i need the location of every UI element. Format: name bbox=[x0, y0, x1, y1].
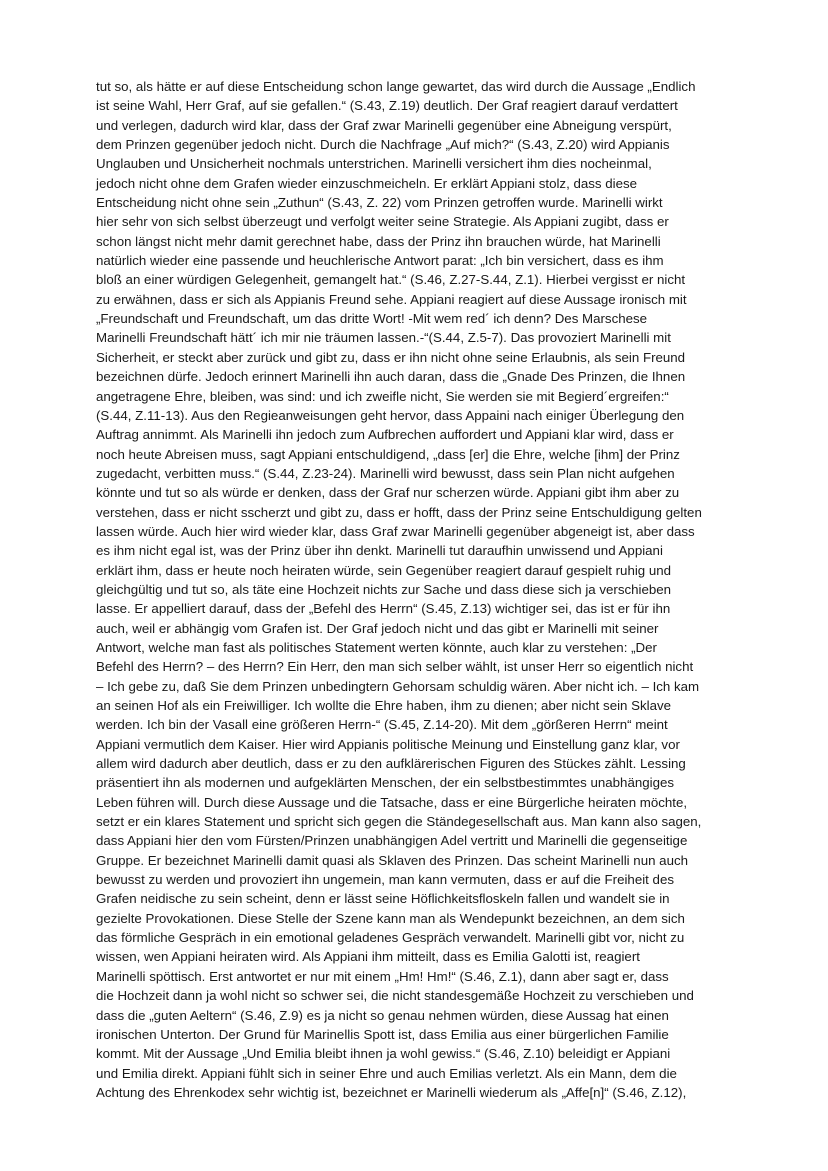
text-line: Leben führen will. Durch diese Aussage und die Tatsache, dass er eine Bürgerliche heiraten möchte, bbox=[96, 794, 688, 810]
text-line: könnte und tut so als würde er denken, dass der Graf nur scherzen würde. Appiani gibt ihm aber zu bbox=[96, 485, 680, 501]
text-line: es ihm nicht egal ist, was der Prinz über ihn denkt. Marinelli tut daraufhin unwissend und Appiani bbox=[96, 543, 663, 559]
text-line: angetragene Ehre, bleiben, was sind: und ich zweifle nicht, Sie werden sie mit Begierd´ergreifen:“ bbox=[96, 388, 669, 404]
body-text bbox=[96, 77, 736, 1102]
text-line: jedoch nicht ohne dem Grafen wieder einzuschmeicheln. Er erklärt Appiani stolz, dass diese bbox=[96, 175, 638, 191]
text-line: auch, weil er abhängig vom Grafen ist. Der Graf jedoch nicht und das gibt er Marinelli mit seiner bbox=[96, 620, 659, 636]
text-line: ironischen Unterton. Der Grund für Marinellis Spott ist, dass Emilia aus einer bürgerlichen Familie bbox=[96, 1026, 669, 1042]
text-line: allem wird dadurch aber deutlich, dass er zu den aufklärerischen Figuren des Stückes zählt. Lessing bbox=[96, 756, 686, 772]
text-line: Appiani vermutlich dem Kaiser. Hier wird Appianis politische Meinung und Einstellung ganz klar, vor bbox=[96, 736, 680, 752]
text-line: Grafen neidische zu sein scheint, denn er lässt seine Höflichkeitsfloskeln fallen und wandelt sie in bbox=[96, 891, 670, 907]
text-line: natürlich wieder eine passende und heuchlerische Antwort parat: „Ich bin versichert, dass es ihm bbox=[96, 253, 664, 269]
text-line: gleichgültig und tut so, als täte eine Hochzeit nichts zur Sache und dass diese sich ja verschieben bbox=[96, 581, 672, 597]
text-line: ist seine Wahl, Herr Graf, auf sie gefallen.“ (S.43, Z.19) deutlich. Der Graf reagiert darauf verdattert bbox=[96, 98, 678, 114]
text-line: dem Prinzen gegenüber jedoch nicht. Durch die Nachfrage „Auf mich?“ (S.43, Z.20) wird Appianis bbox=[96, 137, 670, 153]
text-line: zu erwähnen, dass er sich als Appianis Freund sehe. Appiani reagiert auf diese Aussage ironisch mit bbox=[96, 291, 687, 307]
text-line: wissen, wen Appiani heiraten wird. Als Appiani ihm mitteilt, dass es Emilia Galotti ist, reagiert bbox=[96, 949, 640, 965]
text-line: erklärt ihm, dass er heute noch heiraten würde, sein Gegenüber reagiert darauf gespielt ruhig und bbox=[96, 562, 672, 578]
text-line: das förmliche Gespräch in ein emotional geladenes Gespräch verwandelt. Marinelli gibt vor, nicht zu bbox=[96, 930, 685, 946]
text-line: präsentiert ihn als modernen und aufgeklärten Menschen, der ein selbstbestimmtes unabhängiges bbox=[96, 775, 675, 791]
text-line: Entscheidung nicht ohne sein „Zuthun“ (S.43, Z. 22) vom Prinzen getroffen wurde. Marinelli wirkt bbox=[96, 195, 663, 211]
text-line: lasse. Er appelliert darauf, dass der „Befehl des Herrn“ (S.45, Z.13) wichtiger sei, das ist er für ihn bbox=[96, 601, 671, 617]
text-line: Antwort, welche man fast als politisches Statement werten könnte, auch klar zu verstehen: „Der bbox=[96, 639, 657, 655]
text-line: dass die „guten Aeltern“ (S.46, Z.9) es ja nicht so genau nehmen würden, diese Aussag hat einen bbox=[96, 1007, 669, 1023]
text-line: bezeichnen dürfe. Jedoch erinnert Marinelli ihn auch daran, dass die „Gnade Des Prinzen, die Ihnen bbox=[96, 369, 686, 385]
text-line: – Ich gebe zu, daß Sie dem Prinzen unbedingtern Gehorsam schuldig wären. Aber nicht ich. – Ich kam bbox=[96, 678, 700, 694]
text-line: Gruppe. Er bezeichnet Marinelli damit quasi als Sklaven des Prinzen. Das scheint Marinelli nun auch bbox=[96, 852, 689, 868]
text-line: und verlegen, dadurch wird klar, dass der Graf zwar Marinelli gegenüber eine Abneigung verspürt, bbox=[96, 117, 672, 133]
text-line: noch heute Abreisen muss, sagt Appiani entschuldigend, „dass [er] die Ehre, welche [ihm] der Prinz bbox=[96, 446, 680, 462]
text-line: Auftrag annimmt. Als Marinelli ihn jedoch zum Aufbrechen auffordert und Appiani klar wird, dass er bbox=[96, 427, 674, 443]
text-line: an seinen Hof als ein Freiwilliger. Ich wollte die Ehre haben, ihm zu dienen; aber nicht sein Sklave bbox=[96, 698, 672, 713]
text-line: Marinelli Freundschaft hätt´ ich mir nie träumen lassen.-“(S.44, Z.5-7). Das provoziert Marinelli mit bbox=[96, 330, 671, 346]
text-line: Unglauben und Unsicherheit nochmals unterstrichen. Marinelli versichert ihm dies nocheinmal, bbox=[96, 156, 652, 172]
text-line: kommt. Mit der Aussage „Und Emilia bleibt ihnen ja wohl gewiss.“ (S.46, Z.10) beleidigt er Appiani bbox=[96, 1046, 671, 1062]
text-line: Marinelli spöttisch. Erst antwortet er nur mit einem „Hm! Hm!“ (S.46, Z.1), dann aber sagt er, dass bbox=[96, 968, 669, 984]
text-line: werden. Ich bin der Vasall eine größeren Herrn-“ (S.45, Z.14-20). Mit dem „görßeren Herrn“ meint bbox=[96, 717, 668, 733]
text-line: bloß an einer würdigen Gelegenheit, gemangelt hat.“ (S.46, Z.27-S.44, Z.1). Hierbei vergisst er nicht bbox=[96, 272, 686, 288]
text-line: Sicherheit, er steckt aber zurück und gibt zu, dass er ihn nicht ohne seine Erlaubnis, als sein Freund bbox=[96, 349, 686, 365]
text-line: schon längst nicht mehr damit gerechnet habe, dass der Prinz ihn brauchen würde, hat Marinelli bbox=[96, 233, 661, 249]
text-line: Achtung des Ehrenkodex sehr wichtig ist, bezeichnet er Marinelli wiederum als „Affe[n]“ (S.46, Z.12), bbox=[96, 1084, 687, 1100]
text-line: hier sehr von sich selbst überzeugt und verfolgt weiter seine Strategie. Als Appiani zugibt, dass er bbox=[96, 214, 669, 230]
text-line: verstehen, dass er nicht sscherzt und gibt zu, dass er hofft, dass der Prinz seine Entschuldigung gelten bbox=[96, 504, 702, 520]
text-line: zugedacht, verbitten muss.“ (S.44, Z.23-24). Marinelli wird bewusst, dass sein Plan nicht aufgehen bbox=[96, 465, 675, 481]
text-line: gezielte Provokationen. Diese Stelle der Szene kann man als Wendepunkt bezeichnen, an dem sich bbox=[96, 910, 685, 926]
text-line: bewusst zu werden und provoziert ihn ungemein, man kann vermuten, dass er auf die Freiheit des bbox=[96, 872, 674, 888]
text-line: setzt er ein klares Statement und spricht sich gegen die Ständegesellschaft aus. Man kann also sagen, bbox=[96, 814, 702, 830]
text-line: „Freundschaft und Freundschaft, um das dritte Wort! -Mit wem red´ ich denn? Des Marschese bbox=[96, 311, 648, 327]
text-line: tut so, als hätte er auf diese Entscheidung schon lange gewartet, das wird durch die Aussage „Endlich bbox=[96, 79, 696, 94]
text-line: (S.44, Z.11-13). Aus den Regieanweisungen geht hervor, dass Appaini nach einiger Überlegung den bbox=[96, 407, 685, 423]
text-line: und Emilia direkt. Appiani fühlt sich in seiner Ehre und auch Emilias verletzt. Als ein Mann, dem die bbox=[96, 1065, 677, 1081]
text-line: lassen würde. Auch hier wird wieder klar, dass Graf zwar Marinelli gegenüber abgeneigt ist, aber dass bbox=[96, 523, 695, 539]
text-line: Befehl des Herrn? – des Herrn? Ein Herr, den man sich selber wählt, ist unser Herr so eigentlich nicht bbox=[96, 659, 694, 675]
text-line: dass Appiani hier den vom Fürsten/Prinzen unabhängigen Adel vertritt und Marinelli die gegenseitige bbox=[96, 833, 688, 849]
text-line: die Hochzeit dann ja wohl nicht so schwer sei, die nicht standesgemäße Hochzeit zu verschieben und bbox=[96, 988, 694, 1004]
